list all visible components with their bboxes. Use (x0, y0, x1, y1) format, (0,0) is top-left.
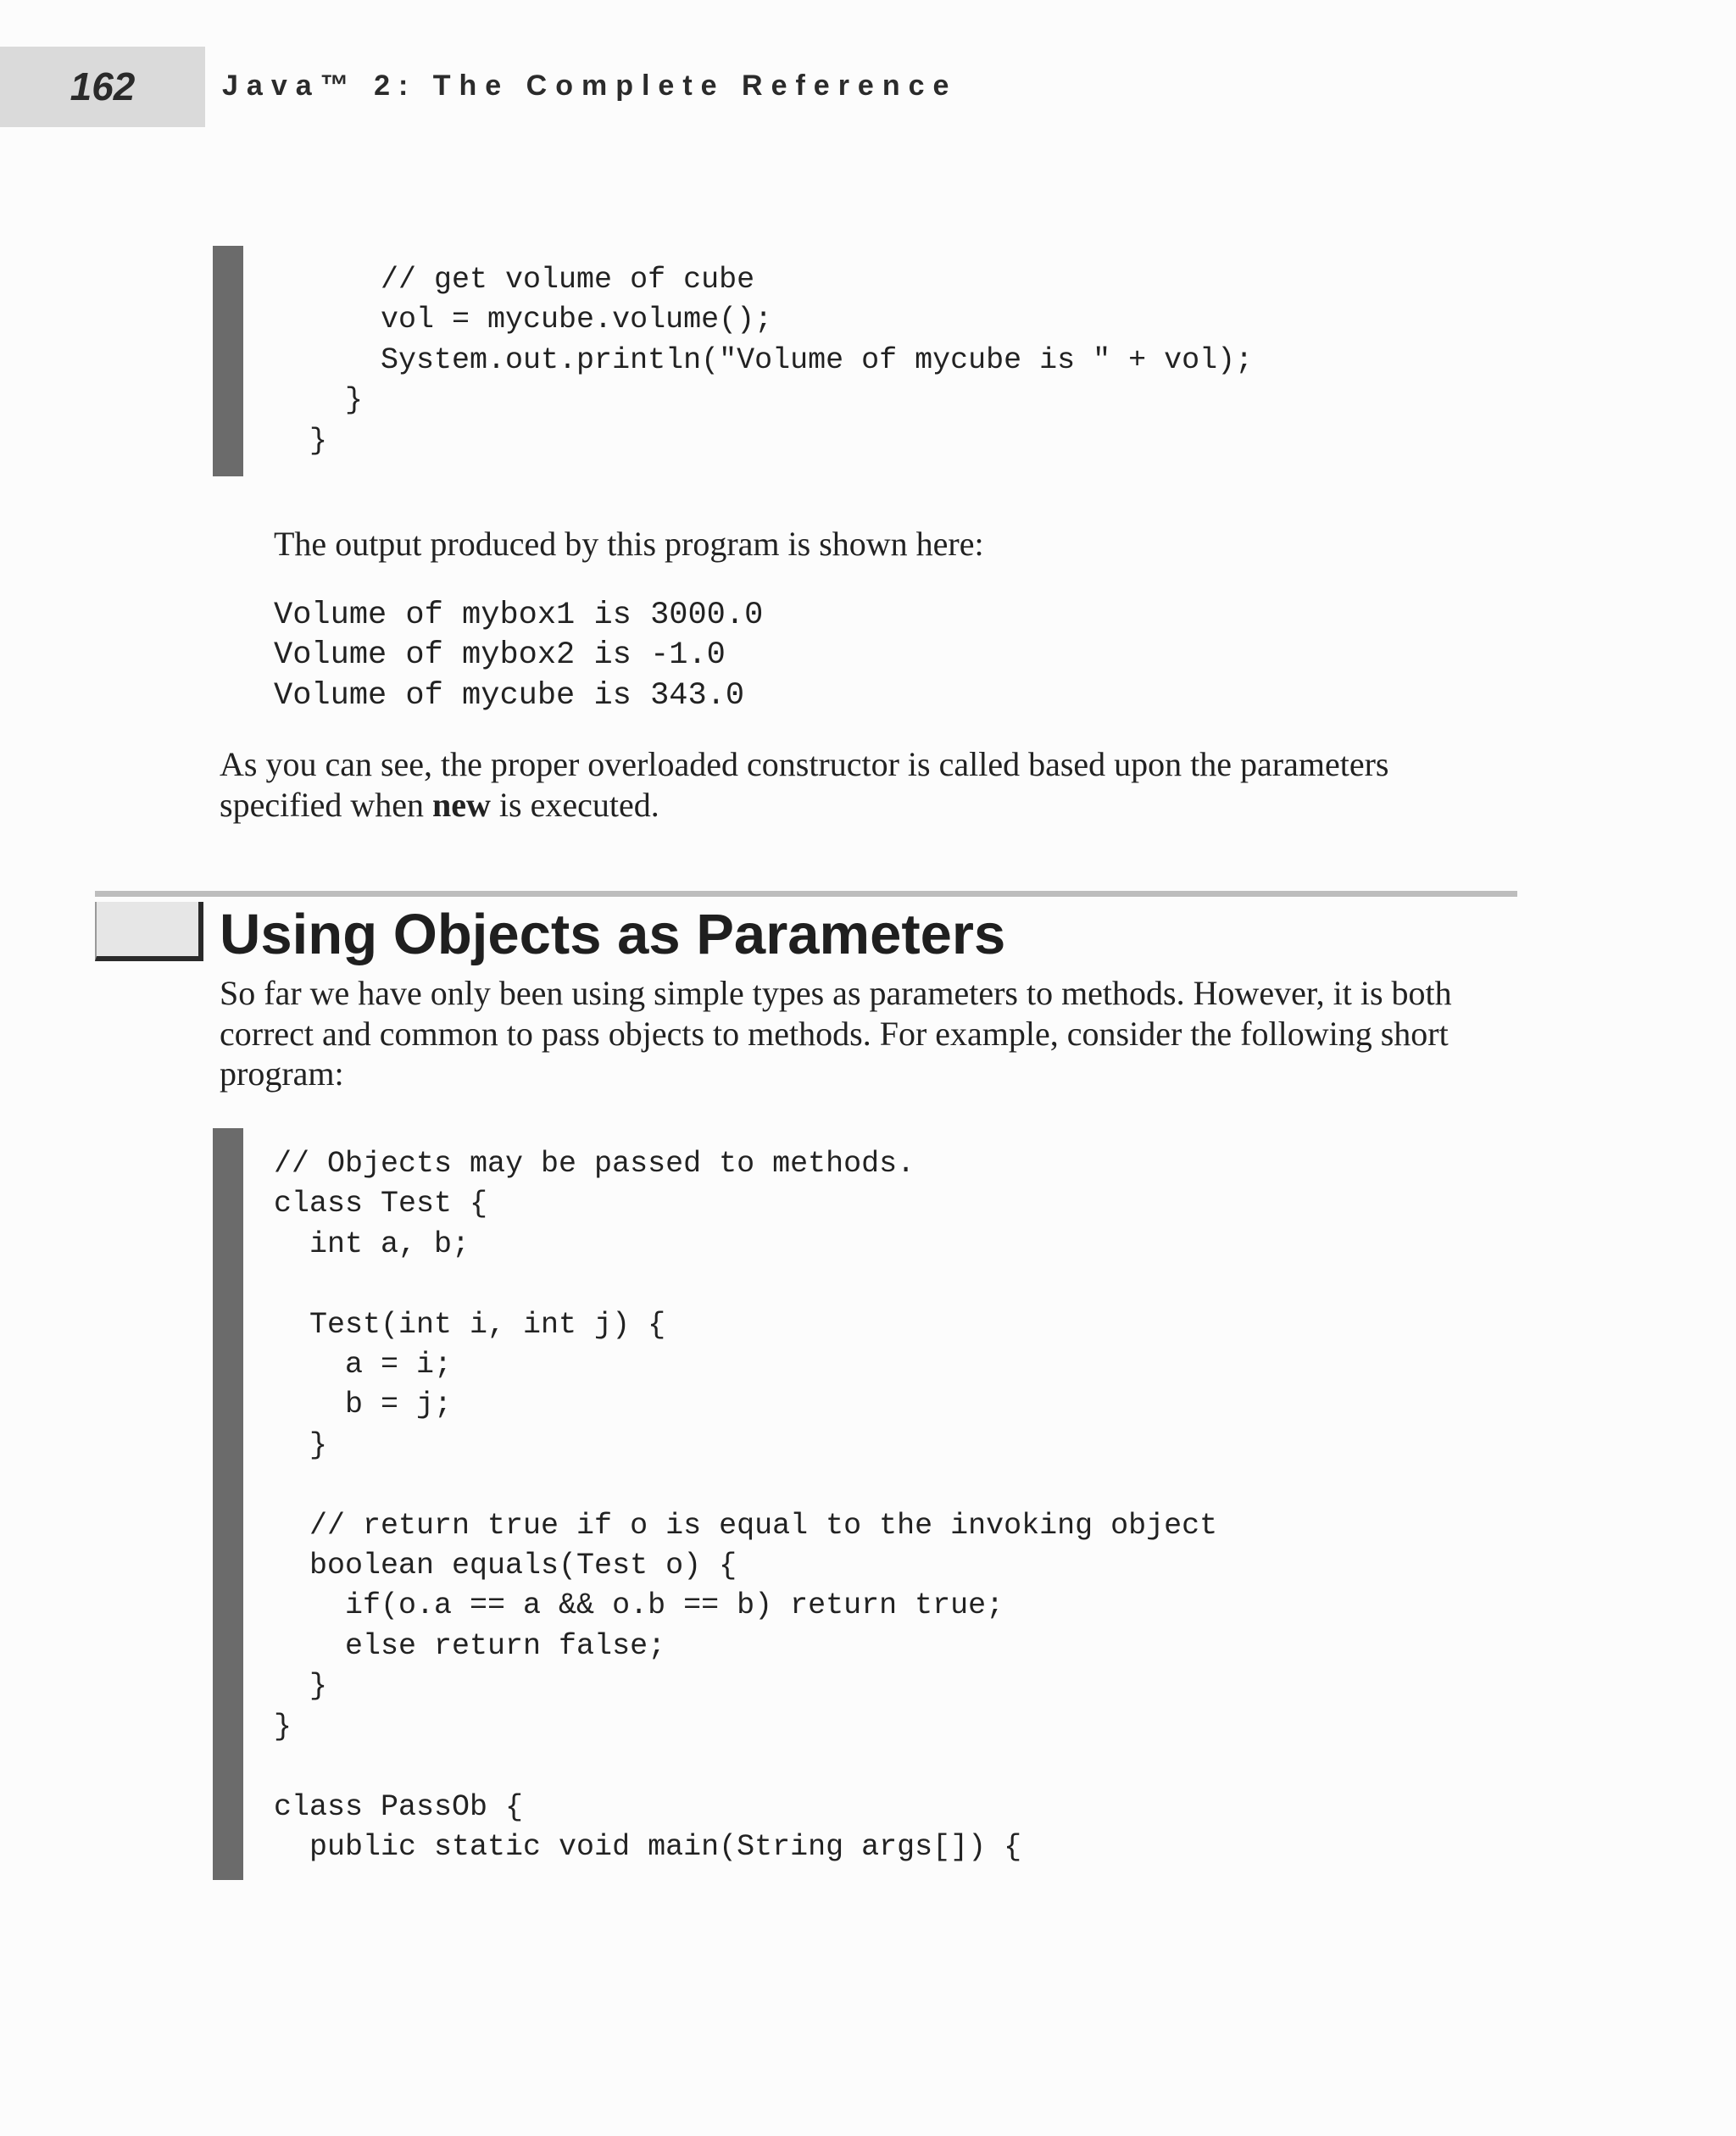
code-listing: // get volume of cube vol = mycube.volume(); System.out.println("Volume of mycube is " + vol); } } (309, 263, 1254, 458)
section-heading: Using Objects as Parameters (220, 903, 1006, 966)
explanation-paragraph (220, 744, 1516, 825)
output-intro-paragraph: The output produced by this program is shown here: (274, 525, 984, 563)
explanation-text-end: is executed. (490, 785, 659, 824)
code-bar (213, 246, 243, 476)
keyword-new: new (432, 785, 491, 824)
program-output: Volume of mybox1 is 3000.0 Volume of mybox2 is -1.0 Volume of mycube is 343.0 (274, 598, 764, 714)
code-listing: // Objects may be passed to methods. class Test { int a, b; Test(int i, int j) { a = i; b = j; } // return true if o is equal to the invoking object boolean equals(Test o) { if(o.a == a && o.b == b) return true; else return false; } } class PassOb { public static void main(String args[]) { (274, 1147, 1218, 1864)
explanation-text: As you can see, the proper overloaded constructor is called based upon the parameters specified when (220, 745, 1389, 824)
code-bar (213, 1128, 243, 1880)
section-rule (95, 891, 1517, 897)
section-marker (95, 902, 203, 961)
page-number: 162 (70, 64, 136, 108)
running-head: Java™ 2: The Complete Reference (222, 70, 958, 102)
section-paragraph: So far we have only been using simple types as parameters to methods. However, it is both correct and common to pass objects to methods. For example, consider the following short program: (220, 974, 1452, 1093)
